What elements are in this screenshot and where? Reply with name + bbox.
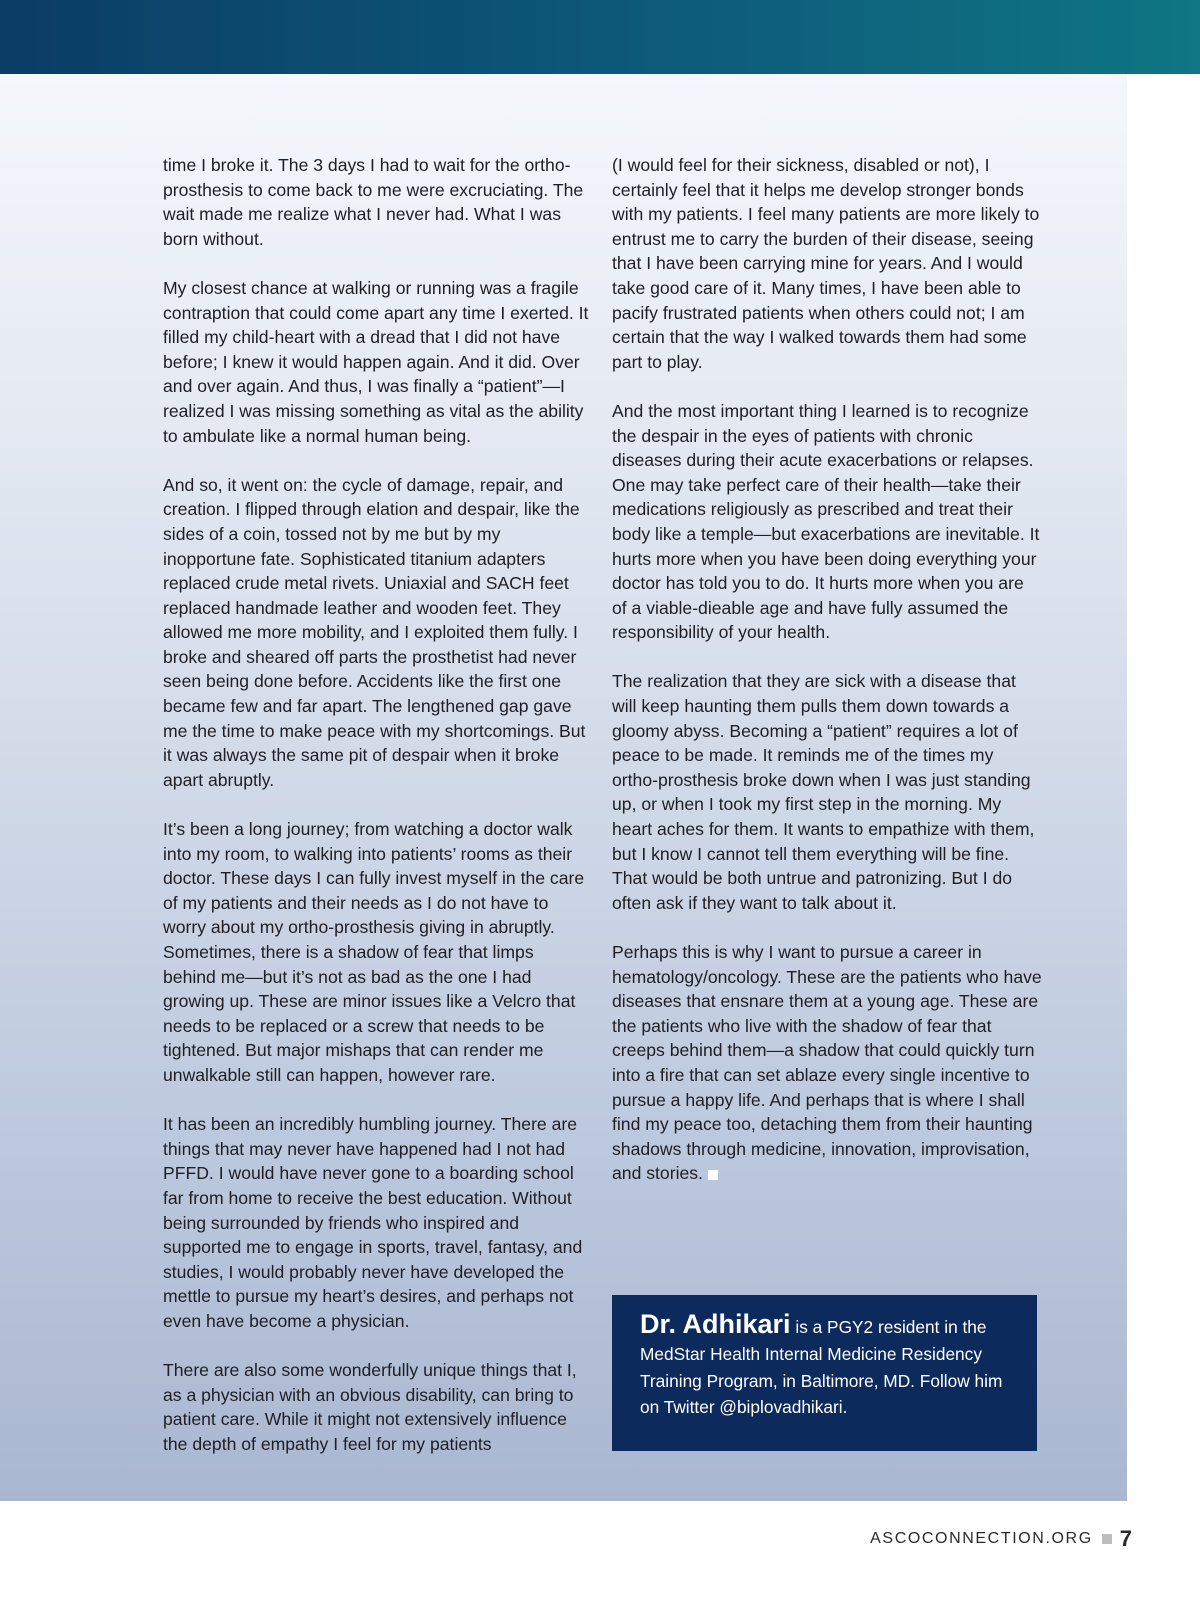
article-paragraph: The realization that they are sick with a disease that will keep haunting them pulls them down towards a gloomy abyss. Becoming a “patient” requires a lot of peace to be made. It reminds me of the times my ortho-prosthesis broke down when I was just standing up, or when I took my first step in the morning. My heart aches for them. It wants to empathize with them, but I know I cannot tell them everything will be fine. That would be both untrue and patronizing. But I do often ask if they want to talk about it. — [612, 671, 1035, 913]
article-paragraph: And so, it went on: the cycle of damage, repair, and creation. I flipped through elation and despair, like the sides of a coin, tossed not by me but by my inopportune fate. Sophisticated titanium adapters replaced crude metal rivets. Uniaxial and SACH feet replaced handmade leather and wooden feet. They allowed me more mobility, and I exploited them fully. I broke and sheared off parts the prosthetist had never seen being done before. Accidents like the first one became few and far apart. The lengthened gap gave me the time to make peace with my shortcomings. But it was always the same pit of despair when it broke apart abruptly. — [163, 474, 586, 790]
end-of-article-mark — [708, 1170, 718, 1180]
article-paragraph: There are also some wonderfully unique things that I, as a physician with an obvious disability, can bring to patient care. While it might not extensively influence the depth of empathy I feel for my patients — [163, 1360, 577, 1454]
article-left-column — [163, 153, 591, 1481]
article-right-column — [612, 153, 1042, 1211]
author-name: Dr. Adhikari — [640, 1309, 791, 1339]
article-paragraph-final — [612, 940, 1042, 1186]
footer-site[interactable]: ASCOCONNECTION.ORG — [870, 1530, 1093, 1547]
author-bio-box — [612, 1295, 1037, 1451]
page-number: 7 — [1119, 1526, 1132, 1551]
article-paragraph: (I would feel for their sickness, disabled or not), I certainly feel that it helps me develop stronger bonds with my patients. I feel many patients are more likely to entrust me to carry the burden of their disease, seeing that I have been carrying mine for years. And I would take good care of it. Many times, I have been able to pacify frustrated patients when others could not; I am certain that the way I walked towards them had some part to play. — [612, 155, 1040, 372]
article-paragraph-text: Perhaps this is why I want to pursue a career in hematology/oncology. These are the patients who have diseases that ensnare them at a young age. These are the patients who live with the shadow of fear that creeps behind them—a shadow that could quickly turn into a fire that can set ablaze every single incentive to pursue a happy life. And perhaps that is where I shall find my peace too, detaching them from their haunting shadows through medicine, innovation, improvisation, and stories. — [612, 942, 1042, 1184]
footer-separator-square — [1102, 1534, 1112, 1544]
article-paragraph: And the most important thing I learned is to recognize the despair in the eyes of patients with chronic diseases during their acute exacerbations or relapses. One may take perfect care of their health—take their medications religiously as prescribed and treat their body like a temple—but exacerbations are inevitable. It hurts more when you have been doing everything your doctor has told you to do. It hurts more when you are of a viable-dieable age and have fully assumed the responsibility of your health. — [612, 400, 1040, 643]
article-paragraph: It’s been a long journey; from watching a doctor walk into my room, to walking into patients’ rooms as their doctor. These days I can fully invest myself in the care of my patients and their needs as I do not have to worry about my ortho-prosthesis giving in abruptly. Sometimes, there is a shadow of fear that limps behind me—but it’s not as bad as the one I had growing up. These are minor issues like a Velcro that needs to be replaced or a screw that needs to be tightened. But major mishaps that can render me unwalkable still can happen, however rare. — [163, 819, 585, 1085]
article-paragraph: My closest chance at walking or running was a fragile contraption that could come apart any time I exerted. It filled my child-heart with a dread that I did not have before; I knew it would happen again. And it did. Over and over again. And thus, I was finally a “patient”—I realized I was missing something as vital as the ability to ambulate like a normal human being. — [163, 277, 589, 446]
article-paragraph: time I broke it. The 3 days I had to wait for the ortho-prosthesis to come back to me were excruciating. The wait made me realize what I never had. What I was born without. — [163, 155, 584, 249]
page-footer — [870, 1526, 1132, 1552]
header-band — [0, 0, 1200, 74]
article-paragraph: It has been an incredibly humbling journey. There are things that may never have happened had I not had PFFD. I would have never gone to a boarding school far from home to receive the best education. Without being surrounded by friends who inspired and supported me to engage in sports, travel, fantasy, and studies, I would probably never have developed the mettle to pursue my heart’s desires, and perhaps not even have become a physician. — [163, 1114, 583, 1331]
author-bio-text: is a PGY2 resident in the MedStar Health Internal Medicine Residency Training Program, in Baltimore, MD. Follow him on Twitter @biplovadhikari. — [640, 1317, 1003, 1418]
